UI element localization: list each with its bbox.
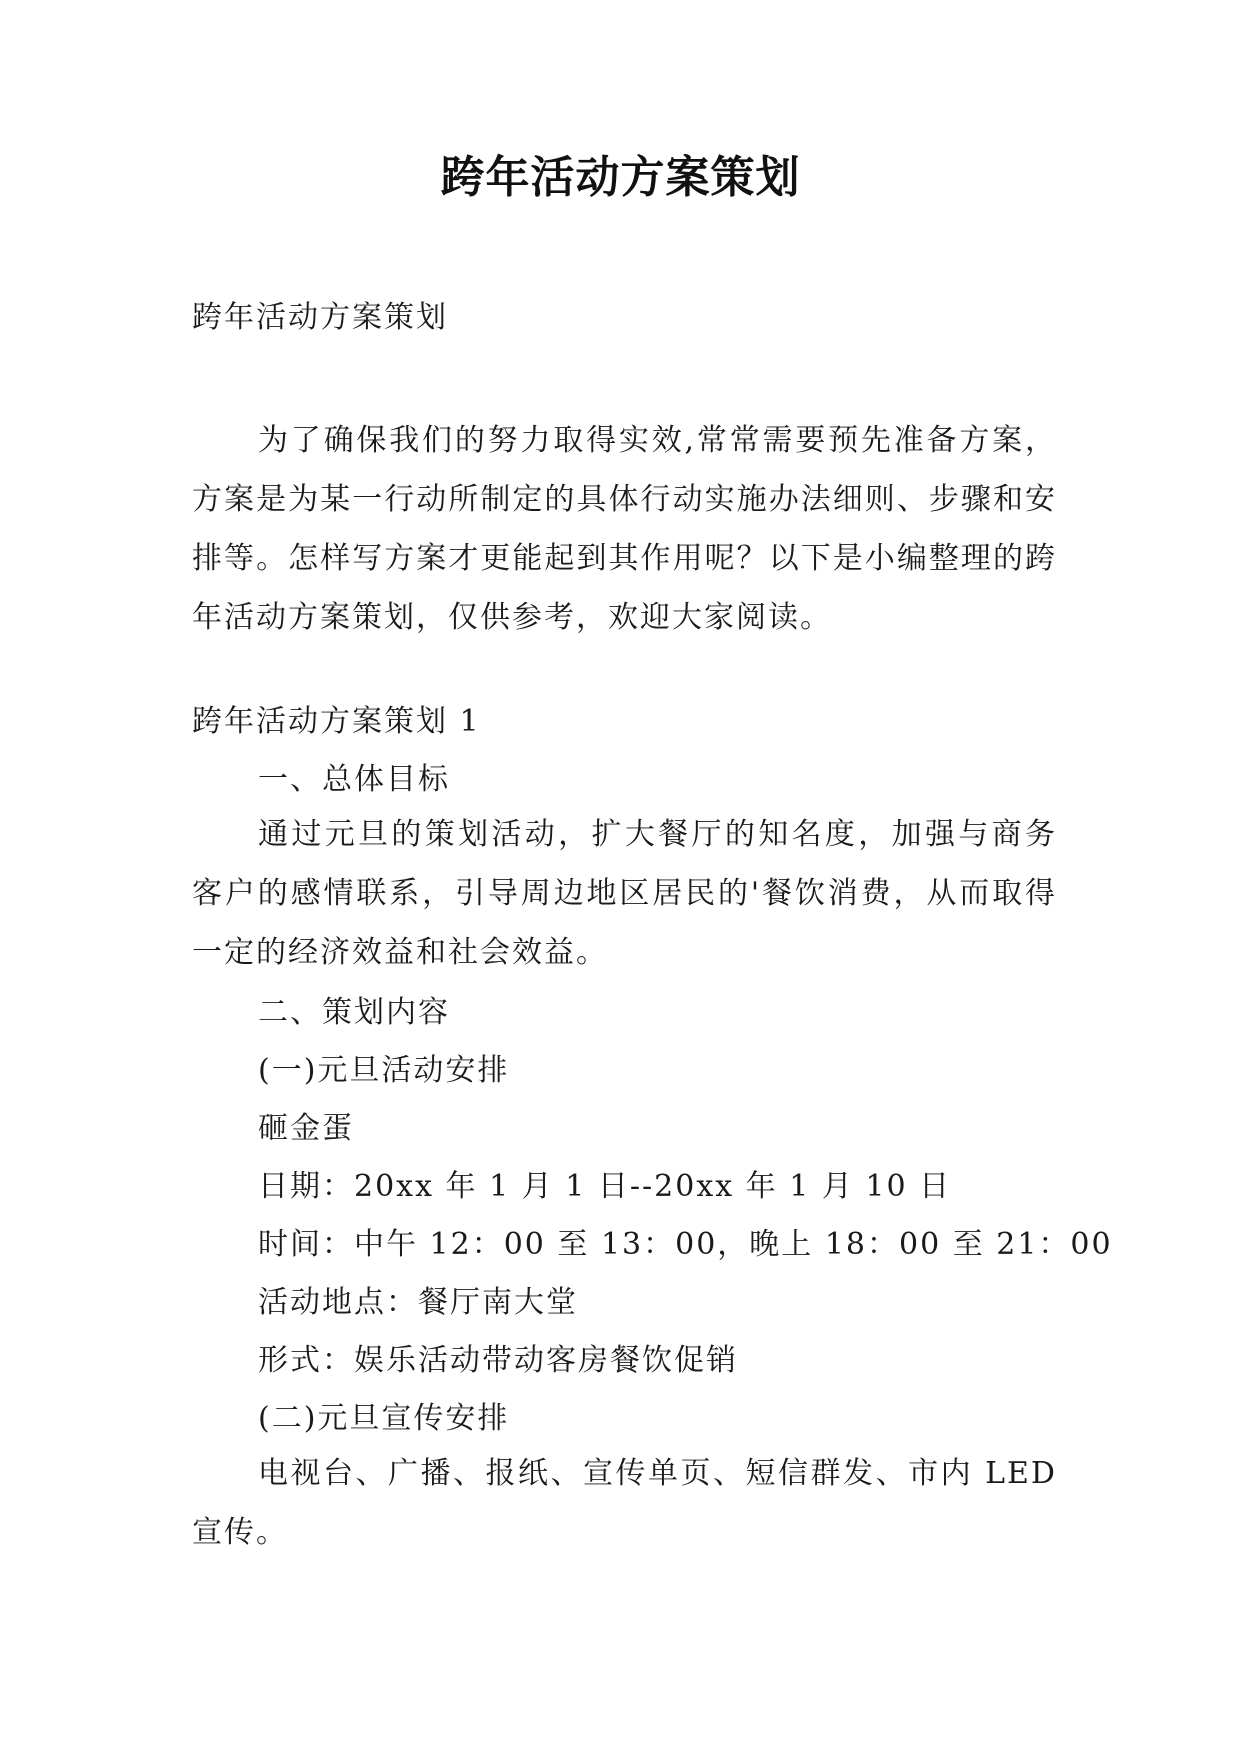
section-heading: 跨年活动方案策划 1 bbox=[192, 704, 481, 739]
intro-paragraph: 为了确保我们的努力取得实效,常常需要预先准备方案，方案是为某一行动所制定的具体行动实施办法细则、步骤和安排等。怎样写方案才更能起到其作用呢？以下是小编整理的跨年活动方案策划，仅供参考，欢迎大家阅读。 bbox=[192, 423, 1057, 635]
promo-paragraph: 电视台、广播、报纸、宣传单页、短信群发、市内 LED 宣传。 bbox=[192, 1456, 1057, 1550]
location-line: 活动地点：餐厅南大堂 bbox=[258, 1285, 578, 1320]
arrangement-heading: (一)元旦活动安排 bbox=[258, 1053, 510, 1088]
promo-heading: (二)元旦宣传安排 bbox=[258, 1401, 510, 1436]
goal-heading: 一、总体目标 bbox=[258, 762, 450, 797]
time-line: 时间：中午 12：00 至 13：00，晚上 18：00 至 21：00 bbox=[258, 1227, 1113, 1262]
content-heading: 二、策划内容 bbox=[258, 995, 450, 1030]
document-title: 跨年活动方案策划 bbox=[440, 152, 801, 203]
document-subtitle: 跨年活动方案策划 bbox=[192, 300, 448, 335]
activity-name: 砸金蛋 bbox=[258, 1111, 354, 1146]
format-line: 形式：娱乐活动带动客房餐饮促销 bbox=[258, 1343, 738, 1378]
date-line: 日期：20xx 年 1 月 1 日--20xx 年 1 月 10 日 bbox=[258, 1169, 952, 1204]
goal-paragraph: 通过元旦的策划活动，扩大餐厅的知名度，加强与商务客户的感情联系，引导周边地区居民的'餐饮消费，从而取得一定的经济效益和社会效益。 bbox=[192, 817, 1057, 970]
